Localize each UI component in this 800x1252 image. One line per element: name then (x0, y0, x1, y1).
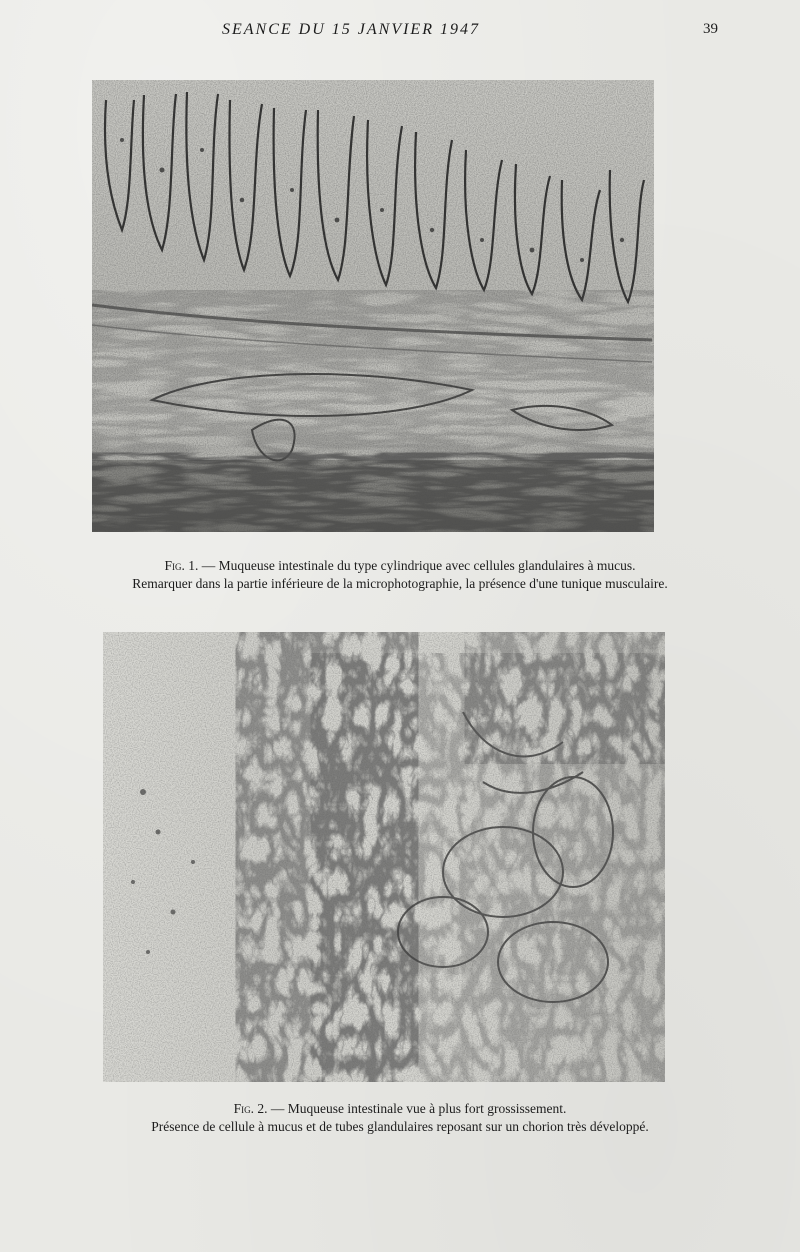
figure-2-caption-text: — Muqueuse intestinale vue à plus fort grossissement. (270, 1101, 567, 1116)
figure-1-caption-line1 (0, 557, 800, 575)
figure-1-caption-text: — Muqueuse intestinale du type cylindrique avec cellules glandulaires à mucus. (201, 558, 636, 573)
page-number: 39 (703, 21, 718, 37)
figure-2-caption-line2: Présence de cellule à mucus et de tubes glandulaires reposant sur un chorion très développé. (151, 1119, 649, 1134)
figure-1-caption-line2: Remarquer dans la partie inférieure de la microphotographie, la présence d'une tunique musculaire. (132, 576, 668, 591)
figure-2-caption (0, 1100, 800, 1136)
figure-2-caption-line1 (0, 1100, 800, 1118)
figure-1-caption (0, 557, 800, 593)
page-header (0, 18, 800, 44)
figure-1-micrograph (92, 80, 654, 532)
figure-2-label: Fig. 2. (233, 1101, 268, 1116)
running-title: SEANCE DU 15 JANVIER 1947 (222, 21, 480, 38)
figure-1-label: Fig. 1. (164, 558, 199, 573)
figure-2-micrograph (103, 632, 665, 1082)
